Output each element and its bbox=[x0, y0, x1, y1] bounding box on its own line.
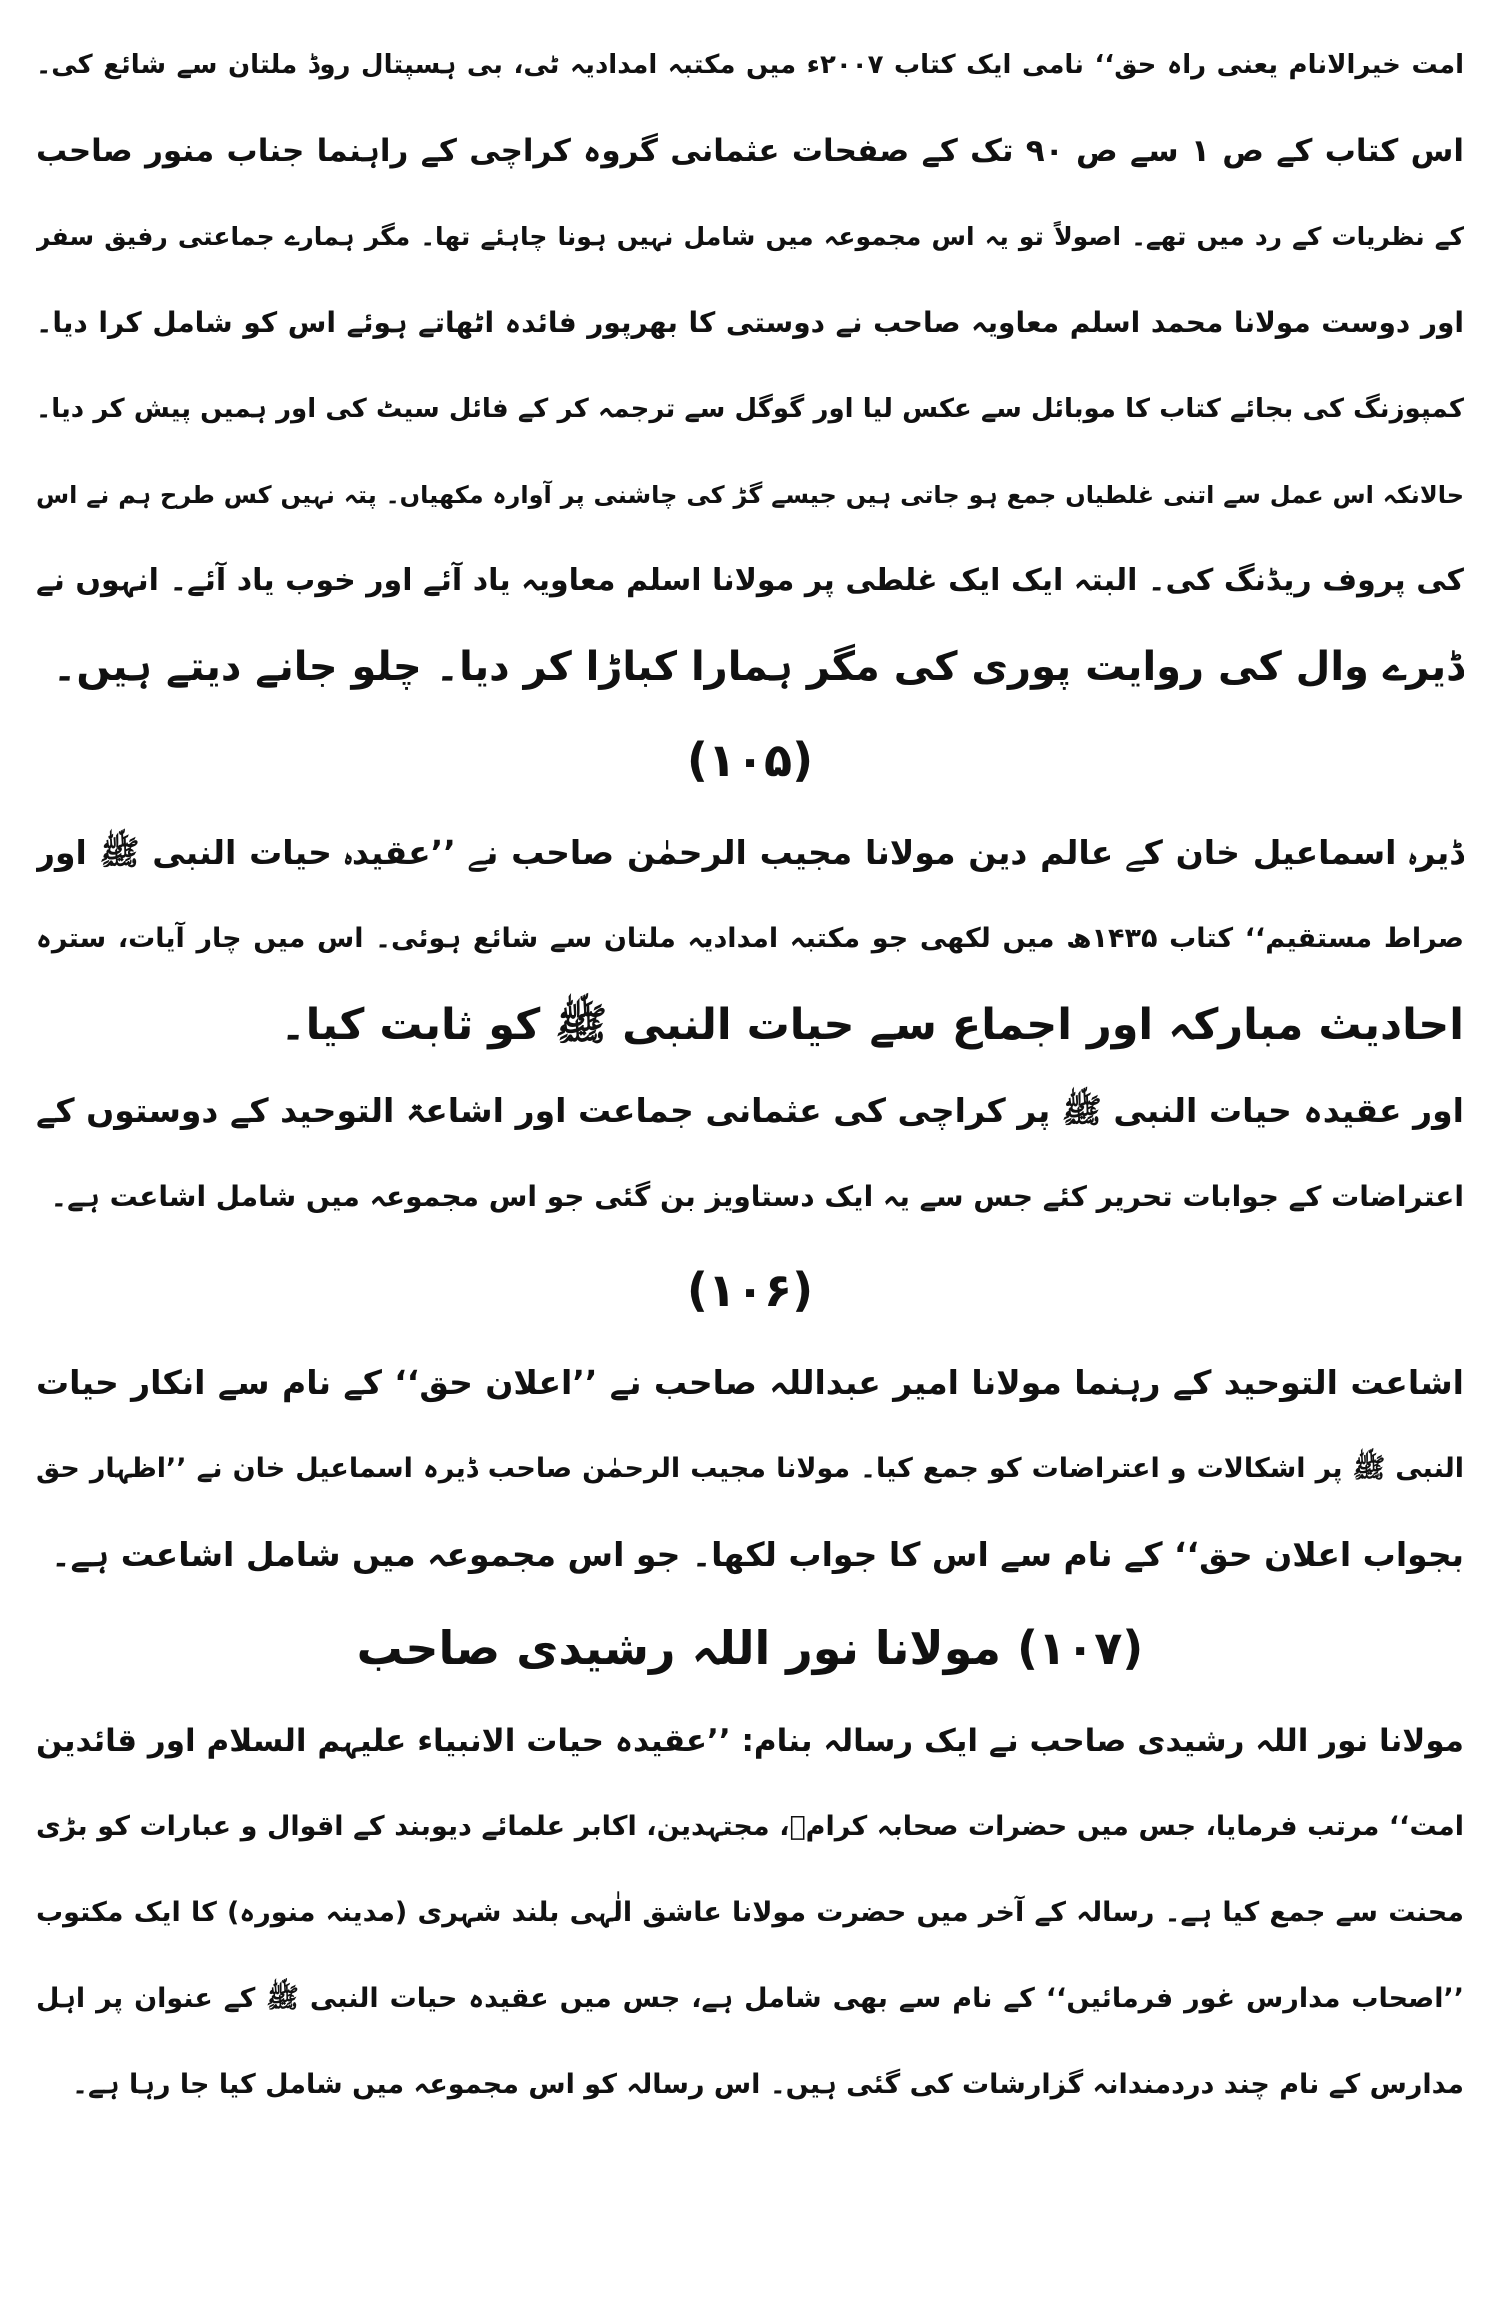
paragraph-106 bbox=[36, 1340, 1464, 1598]
text-line: ’’اصحاب مدارس غور فرمائیں‘‘ کے نام سے بھی شامل ہے، جس میں عقیدہ حیات النبی ﷺ کے عنوان پر اہل bbox=[36, 1983, 1464, 2014]
text-line: حالانکہ اس عمل سے اتنی غلطیاں جمع ہو جاتی ہیں جیسے گڑ کی چاشنی پر آوارہ مکھیاں۔ پتہ نہیں کس طرح ہم نے اس bbox=[36, 481, 1464, 509]
paragraph-105-a bbox=[36, 810, 1464, 1068]
text-line: بجواب اعلان حق‘‘ کے نام سے اس کا جواب لکھا۔ جو اس مجموعہ میں شامل اشاعت ہے۔ bbox=[51, 1535, 1464, 1574]
text-line: اس کتاب کے ص ۱ سے ص ۹۰ تک کے صفحات عثمانی گروہ کراچی کے راہنما جناب منور صاحب bbox=[36, 133, 1464, 169]
section-heading-106: (۱۰۶) bbox=[686, 1263, 814, 1317]
text-line: کی پروف ریڈنگ کی۔ البتہ ایک ایک غلطی پر مولانا اسلم معاویہ یاد آئے اور خوب یاد آئے۔ انہوں نے bbox=[36, 563, 1464, 598]
text-line: اور عقیدہ حیات النبی ﷺ پر کراچی کی عثمانی جماعت اور اشاعۃ التوحید کے دوستوں کے bbox=[36, 1091, 1464, 1130]
text-line: صراط مستقیم‘‘ کتاب ۱۴۳۵ھ میں لکھی جو مکتبہ امدادیہ ملتان سے شائع ہوئی۔ اس میں چار آیات، سترہ bbox=[36, 923, 1464, 954]
text-line: اور دوست مولانا محمد اسلم معاویہ صاحب نے دوستی کا بھرپور فائدہ اٹھاتے ہوئے اس کو شامل کرا دیا۔ bbox=[36, 306, 1464, 339]
text-line: محنت سے جمع کیا ہے۔ رسالہ کے آخر میں حضرت مولانا عاشق الٰہی بلند شہری (مدینہ منورہ) کا ایک مکتوب bbox=[36, 1897, 1464, 1928]
paragraph-107 bbox=[36, 1698, 1464, 2128]
text-line: کمپوزنگ کی بجائے کتاب کا موبائل سے عکس لیا اور گوگل سے ترجمہ کر کے فائل سیٹ کی اور ہمیں پیش کر دیا۔ bbox=[36, 394, 1464, 424]
text-line: کے نظریات کے رد میں تھے۔ اصولاً تو یہ اس مجموعہ میں شامل نہیں ہونا چاہئے تھا۔ مگر ہمارے جماعتی رفیق سفر bbox=[36, 222, 1464, 251]
text-line: النبی ﷺ پر اشکالات و اعتراضات کو جمع کیا۔ مولانا مجیب الرحمٰن صاحب ڈیرہ اسماعیل خان نے ’’اظہار حق bbox=[36, 1453, 1464, 1484]
intro-paragraph bbox=[36, 22, 1464, 710]
section-heading-107: (۱۰۷) مولانا نور اللہ رشیدی صاحب bbox=[356, 1621, 1144, 1675]
text-line: امت‘‘ مرتب فرمایا، جس میں حضرات صحابہ کرامؓ، مجتہدین، اکابر علمائے دیوبند کے اقوال و عبارات کو بڑی bbox=[36, 1811, 1464, 1842]
text-line: ڈیرے وال کی روایت پوری کی مگر ہمارا کباڑا کر دیا۔ چلو جانے دیتے ہیں۔ bbox=[52, 644, 1464, 690]
text-line: امت خیرالانام یعنی راہ حق‘‘ نامی ایک کتاب ۲۰۰۷ء میں مکتبہ امدادیہ ٹی، بی ہسپتال روڈ ملتان سے شائع کی۔ bbox=[36, 50, 1464, 80]
text-line: اعتراضات کے جوابات تحریر کئے جس سے یہ ایک دستاویز بن گئی جو اس مجموعہ میں شامل اشاعت ہے۔ bbox=[50, 1180, 1464, 1213]
text-line: احادیث مبارکہ اور اجماع سے حیات النبی ﷺ کو ثابت کیا۔ bbox=[280, 1000, 1464, 1050]
text-line: مولانا نور اللہ رشیدی صاحب نے ایک رسالہ بنام: ’’عقیدہ حیات الانبیاء علیہم السلام اور قائدین bbox=[36, 1723, 1464, 1759]
text-line: اشاعت التوحید کے رہنما مولانا امیر عبداللہ صاحب نے ’’اعلان حق‘‘ کے نام سے انکار حیات bbox=[36, 1363, 1464, 1402]
paragraph-105-b bbox=[36, 1068, 1464, 1240]
text-line: مدارس کے نام چند دردمندانہ گزارشات کی گئی ہیں۔ اس رسالہ کو اس مجموعہ میں شامل کیا جا رہا ہے۔ bbox=[72, 2069, 1464, 2100]
section-heading-105: (۱۰۵) bbox=[686, 733, 814, 787]
text-line: ڈیرہ اسماعیل خان کے عالم دین مولانا مجیب الرحمٰن صاحب نے ’’عقیدہ حیات النبی ﷺ اور bbox=[36, 833, 1464, 872]
